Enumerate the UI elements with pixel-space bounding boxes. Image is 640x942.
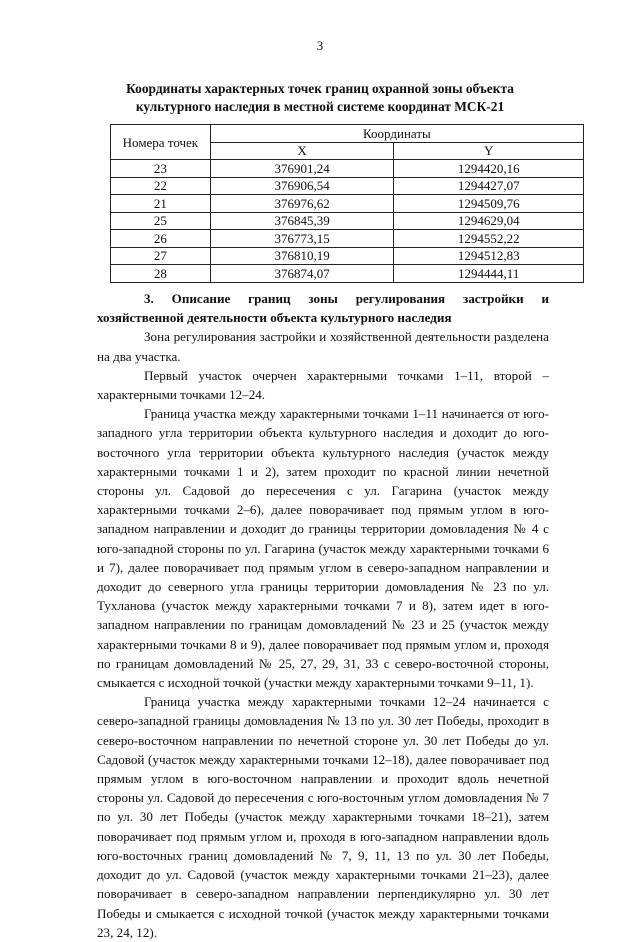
- cell-y: 1294444,11: [394, 265, 584, 283]
- page-number: 3: [316, 38, 324, 53]
- table-row: [111, 230, 584, 248]
- header-x: X: [210, 142, 394, 160]
- cell-point: 27: [111, 247, 211, 265]
- cell-point: 23: [111, 160, 211, 178]
- cell-point: 21: [111, 195, 211, 213]
- table-row: [111, 195, 584, 213]
- table-title-line-1: Координаты характерных точек границ охранной зоны объекта: [126, 81, 514, 96]
- header-points: Номера точек: [111, 125, 211, 160]
- cell-y: 1294420,16: [394, 160, 584, 178]
- table-body: [111, 160, 584, 283]
- cell-point: 26: [111, 230, 211, 248]
- table-title-line-2: культурного наследия в местной системе координат МСК-21: [135, 99, 505, 114]
- cell-x: 376810,19: [210, 247, 394, 265]
- table-row: [111, 265, 584, 283]
- paragraph-2: Первый участок очерчен характерными точками 1–11, второй – характерными точками 12–24.: [97, 367, 549, 403]
- cell-x: 376901,24: [210, 160, 394, 178]
- cell-point: 22: [111, 177, 211, 195]
- section-heading: 3. Описание границ зоны регулирования застройки и хозяйственной деятельности объекта культурного наследия: [97, 291, 549, 326]
- cell-x: 376976,62: [210, 195, 394, 213]
- paragraph-1: Зона регулирования застройки и хозяйственной деятельности разделена на два участка.: [97, 329, 549, 364]
- cell-y: 1294512,83: [394, 247, 584, 265]
- header-coordinates: Координаты: [210, 125, 583, 143]
- cell-y: 1294552,22: [394, 230, 584, 248]
- cell-x: 376845,39: [210, 212, 394, 230]
- coordinates-table: [110, 124, 584, 283]
- table-title: [100, 80, 540, 116]
- section-text: [97, 289, 549, 942]
- table-row: [111, 212, 584, 230]
- table-row: [111, 160, 584, 178]
- cell-x: 376773,15: [210, 230, 394, 248]
- cell-y: 1294629,04: [394, 212, 584, 230]
- header-y: Y: [394, 142, 584, 160]
- table-row: [111, 247, 584, 265]
- paragraph-4: Граница участка между характерными точками 12–24 начинается с северо-западной границы домовладения № 13 по ул. 30 лет Победы, проходит в северо-восточном направлении по нечетной стороне ул. 30 лет Победы до ул. Садовой (участок между характерными точками 12–18), далее поворачивает под прямым углом в юго-восточном направлении и проходит вдоль нечетной стороны ул. Садовой до пересечения с юго-восточным углом домовладения № 7 по ул. 30 лет Победы (участок между характерными точками 18–21), затем поворачивает под прямым углом и, проходя в юго-западном направлении вдоль юго-восточных границ домовладений № 7, 9, 11, 13 по ул. 30 лет Победы, доходит до ул. Садовой (участок между характерными точками 21–23), далее поворачивает в северо-западном направлении перпендикулярно ул. 30 лет Победы и смыкается с исходной точкой (участок между характерными точками 23, 24, 12).: [97, 694, 549, 940]
- table-header-row: [111, 125, 584, 143]
- cell-x: 376906,54: [210, 177, 394, 195]
- cell-point: 28: [111, 265, 211, 283]
- paragraph-3: Граница участка между характерными точками 1–11 начинается от юго-западного угла территории объекта культурного наследия и доходит до юго-восточного угла территории объекта культурного наследия (участок между характерными точками 1 и 2), затем проходит по красной линии нечетной стороны ул. Садовой до пересечения с ул. Гагарина (участок между характерными точками 2–6), далее поворачивает под прямым углом в юго-западном направлении и доходит до границы территории домовладения № 4 с юго-западной стороны по ул. Гагарина (участок между характерными точками 6 и 7), далее поворачивает под прямым углом в северо-западном направлении и доходит до северного угла границы территории домовладения № 23 по ул. Тухланова (участок между характерными точками 7 и 8), затем идет в юго-западном направлении по границам домовладений № 23 и 25 (участок между характерными точками 8 и 9), далее поворачивает под прямым углом и, проходя по границам домовладений № 25, 27, 29, 31, 33 с северо-восточной стороны, смыкается с исходной точкой (участки между характерными точками 9–11, 1).: [97, 406, 549, 691]
- cell-point: 25: [111, 212, 211, 230]
- cell-y: 1294509,76: [394, 195, 584, 213]
- table-row: [111, 177, 584, 195]
- cell-x: 376874,07: [210, 265, 394, 283]
- cell-y: 1294427,07: [394, 177, 584, 195]
